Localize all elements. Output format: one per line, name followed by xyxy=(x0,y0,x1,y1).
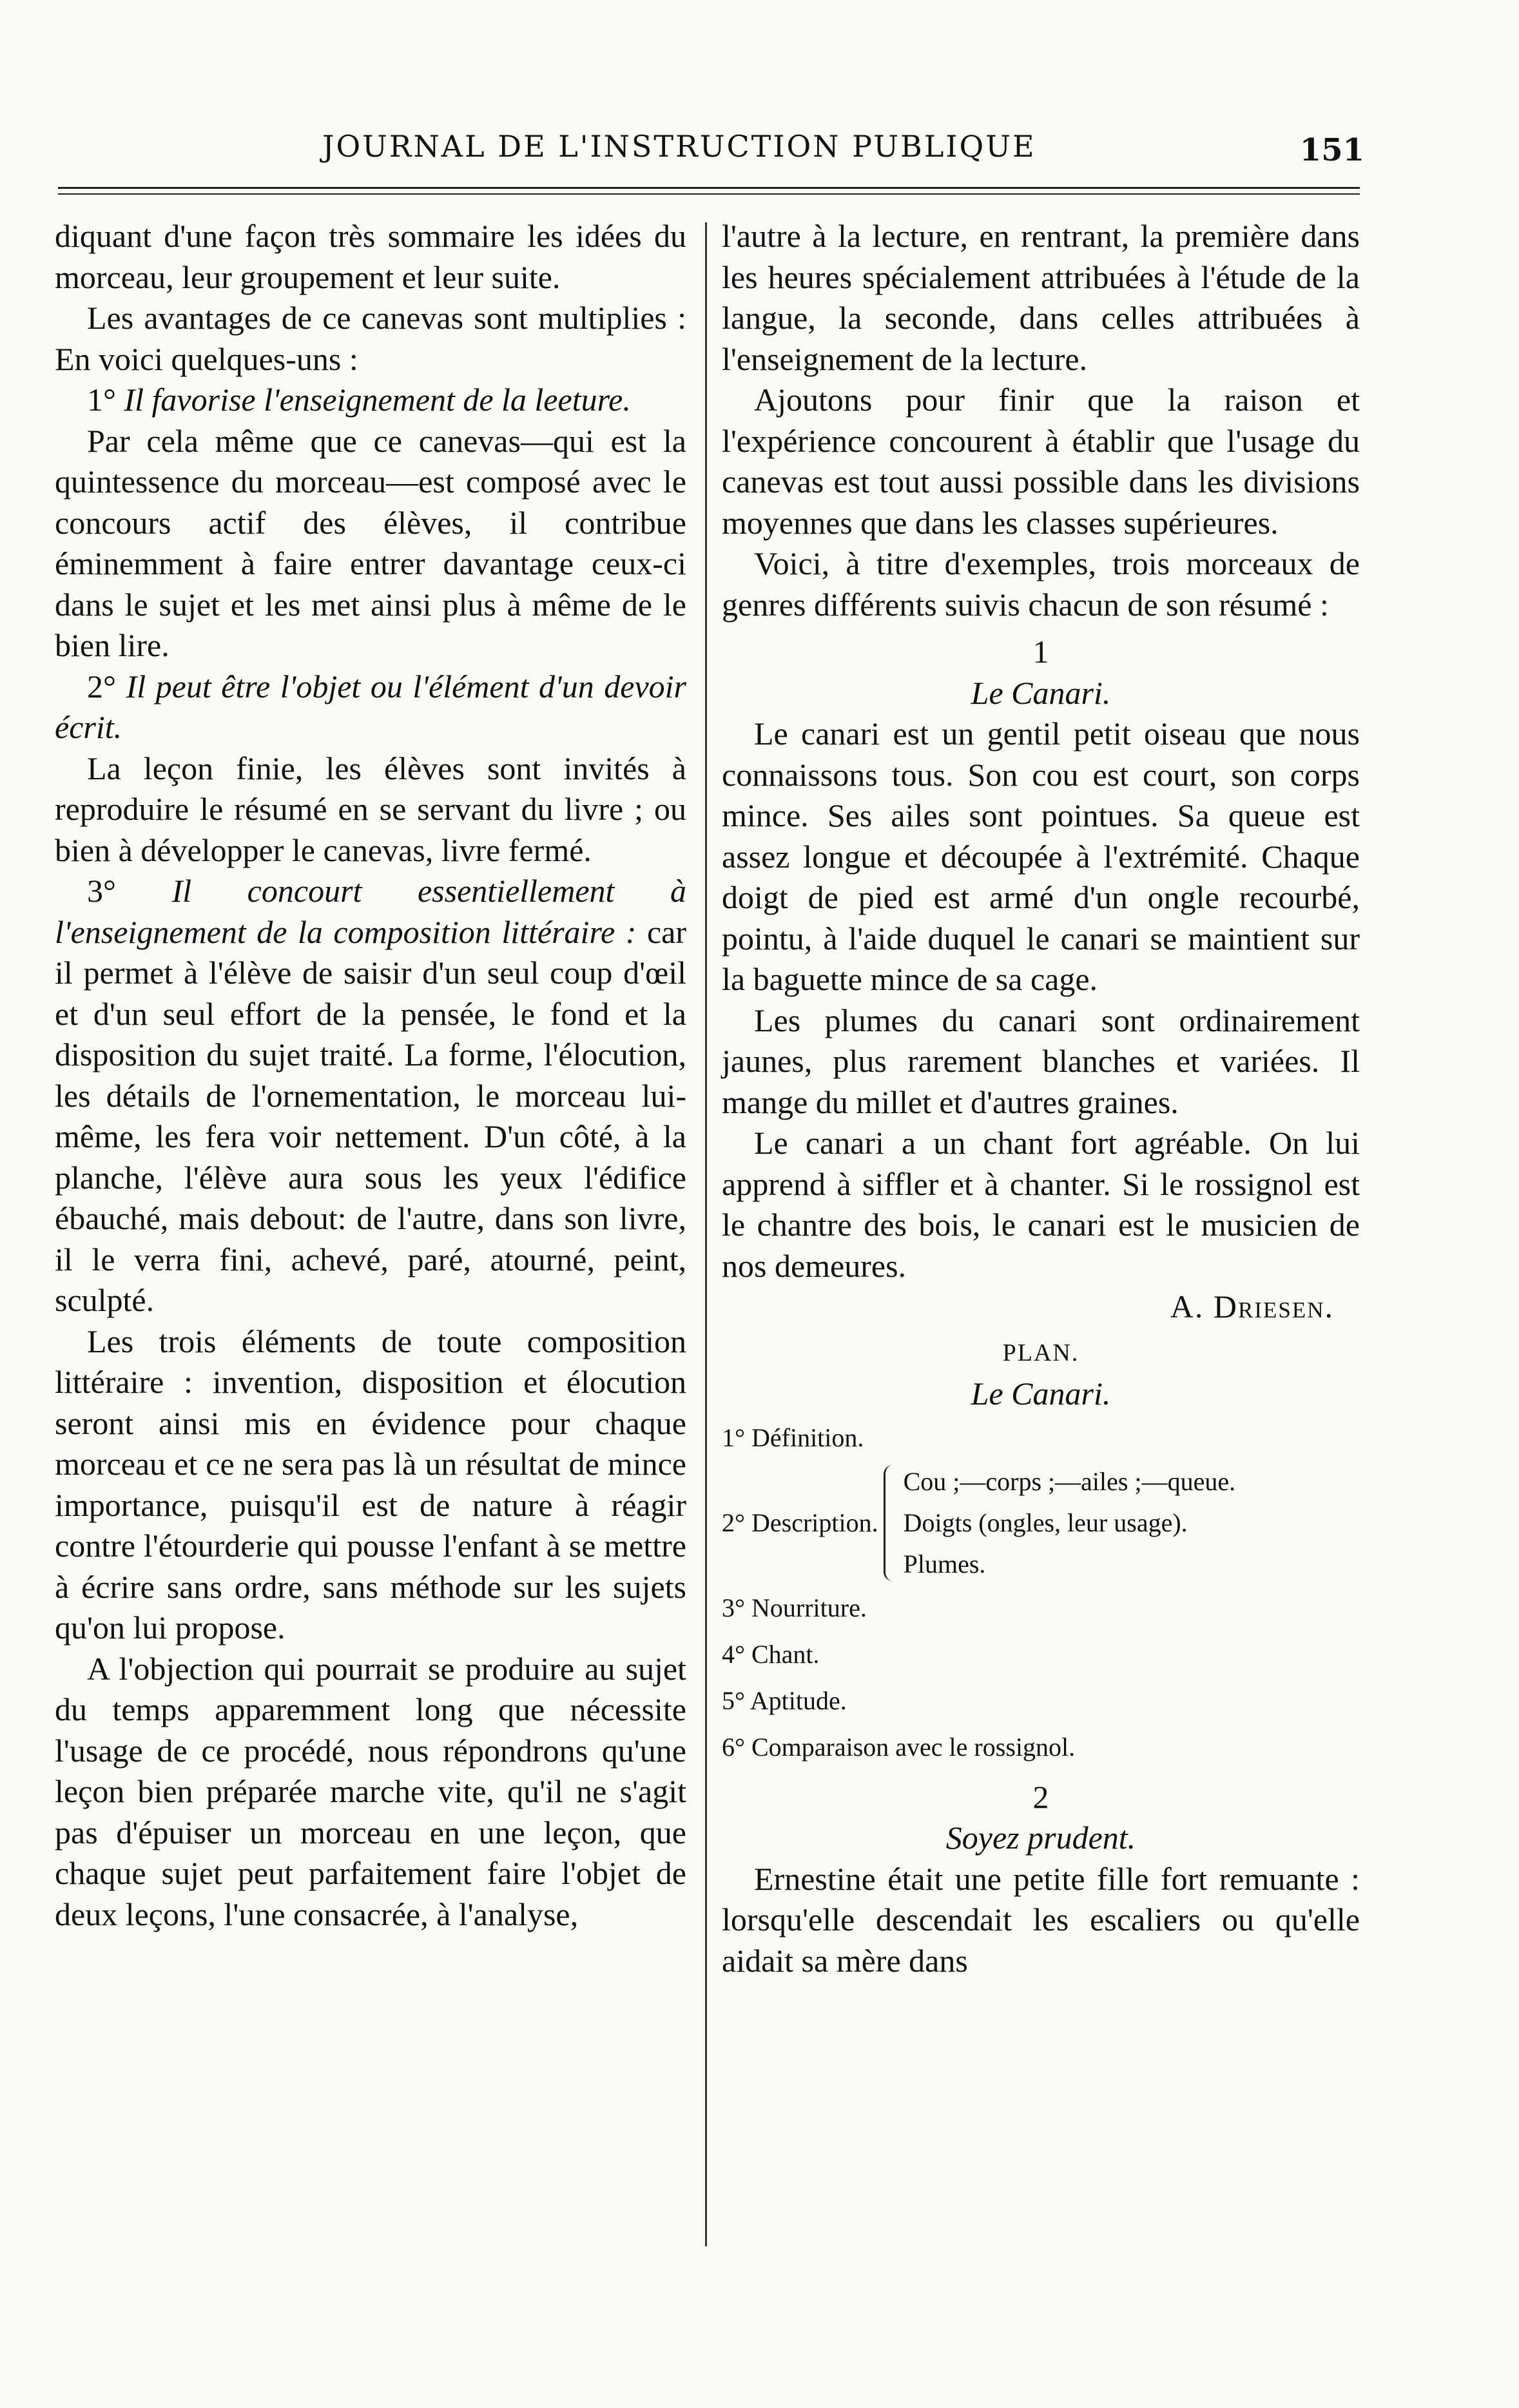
plan-label: PLAN. xyxy=(1002,1339,1079,1366)
example-title: Soyez prudent. xyxy=(945,1820,1136,1856)
page-number: 151 xyxy=(1299,132,1364,168)
paragraph: diquant d'une façon très sommaire les idées du morceau, leur groupement et leur suite. xyxy=(55,218,686,295)
paragraph: Par cela même que ce canevas—qui est la quintessence du morceau—est composé avec le concours actif des élèves, il contribue éminemment à faire entrer davantage ceux-ci dans le sujet et les met ainsi plus à même de le bien lire. xyxy=(55,422,686,663)
point-1-heading xyxy=(55,380,686,421)
paragraph: Les avantages de ce canevas sont multiplies : En voici quelques-uns : xyxy=(55,300,686,377)
plan-item: 5° Aptitude. xyxy=(722,1685,847,1715)
running-title: JOURNAL DE L'INSTRUCTION PUBLIQUE xyxy=(322,129,1036,164)
plan-list xyxy=(722,1415,1360,1771)
column-divider xyxy=(705,222,707,2246)
header-rule xyxy=(58,187,1360,189)
paragraph: A l'objection qui pourrait se produire au sujet du temps apparemment long que nécessite l'usage de ce procédé, nous répondrons qu'une leçon bien préparée marche vite, qu'il ne s'agit pas d'épuiser un morceau en une leçon, que chaque sujet peut parfaitement faire l'objet de deux leçons, l'une consacrée, à l'analyse, xyxy=(55,1650,686,1932)
point-text: Il concourt essentiellement à l'enseignement de la composition littéraire : xyxy=(55,873,686,950)
plan-item: 4° Chant. xyxy=(722,1639,820,1669)
author-signature: A. Driesen. xyxy=(1170,1288,1334,1325)
point-2-heading xyxy=(55,666,686,748)
header-rule-thin xyxy=(58,193,1360,195)
example-number: 2 xyxy=(1032,1778,1049,1815)
paragraph: Les trois éléments de toute composition littéraire : invention, disposition et élocution seront ainsi mis en évidence pour chaque morceau et ce ne sera pas là un résultat de mince importance, puisqu'il est de nature à réagir contre l'étourderie qui pousse l'enfant à se mettre à écrire sans ordre, sans méthode sur les sujets qu'on lui propose. xyxy=(55,1323,686,1646)
paragraph: Ernestine était une petite fille fort remuante : lorsqu'elle descendait les escaliers ou qu'elle aidait sa mère dans xyxy=(722,1860,1360,1979)
paragraph: Ajoutons pour finir que la raison et l'expérience concourent à établir que l'usage du canevas est tout aussi possible dans les divisions moyennes que dans les classes supérieures. xyxy=(722,382,1360,541)
paragraph: La leçon finie, les élèves sont invités à reproduire le résumé en se servant du livre ; ou bien à développer le canevas, livre fermé. xyxy=(55,750,686,868)
point-3-paragraph xyxy=(55,871,686,1321)
point-number: 2° xyxy=(87,668,116,704)
paragraph: Le canari a un chant fort agréable. On lui apprend à siffler et à chanter. Si le rossignol est le chantre des bois, le canari est le musicien de nos demeures. xyxy=(722,1125,1360,1284)
plan-subitem: Doigts (ongles, leur usage). xyxy=(903,1508,1188,1537)
paragraph: Les plumes du canari sont ordinairement jaunes, plus rarement blanches et variées. Il mange du millet et d'autres graines. xyxy=(722,1002,1360,1120)
point-number: 1° xyxy=(87,382,116,418)
plan-item-description xyxy=(722,1461,1360,1585)
plan-subitems xyxy=(904,1461,1235,1585)
plan-title: Le Canari. xyxy=(971,1375,1111,1412)
example-title: Le Canari. xyxy=(971,674,1111,711)
paragraph: Le canari est un gentil petit oiseau que nous connaissons tous. Son cou est court, son corps mince. Ses ailes sont pointues. Sa queue est assez longue et découpée à l'extrémité. Chaque doigt de pied est armé d'un ongle recourbé, pointu, à l'aide duquel le canari se maintient sur la baguette mince de sa cage. xyxy=(722,715,1360,997)
point-text: Il peut être l'objet ou l'élément d'un devoir écrit. xyxy=(55,668,687,745)
example-number: 1 xyxy=(1032,634,1049,670)
plan-subitem: Plumes. xyxy=(903,1549,986,1578)
point-body: car il permet à l'élève de saisir d'un seul coup d'œil et d'un seul effort de la pensée, le fond et la disposition du sujet traité. La forme, l'élocution, les détails de l'ornementation, le morceau lui-même, les fera voir nettement. D'un côté, à la planche, l'élève aura sous les yeux l'édifice ébauché, mais debout: de l'autre, dans son livre, il le verra fini, achevé, paré, atourné, peint, sculpté. xyxy=(55,913,686,1318)
point-number: 3° xyxy=(87,873,116,909)
paragraph: Voici, à titre d'exemples, trois morceaux de genres différents suivis chacun de son résumé : xyxy=(722,545,1360,623)
plan-subitem: Cou ;—corps ;—ailes ;—queue. xyxy=(903,1466,1236,1496)
brace xyxy=(884,1465,898,1581)
point-text: Il favorise l'enseignement de la leeture. xyxy=(124,382,631,418)
plan-item: 2° Description. xyxy=(722,1508,878,1537)
right-column xyxy=(722,216,1360,1981)
plan-item: 1° Définition. xyxy=(722,1422,864,1452)
plan-item: 6° Comparaison avec le rossignol. xyxy=(722,1732,1076,1762)
paragraph: l'autre à la lecture, en rentrant, la première dans les heures spécialement attribuées à l'étude de la langue, la seconde, dans celles attribuées à l'enseignement de la lecture. xyxy=(722,218,1360,377)
plan-item: 3° Nourriture. xyxy=(722,1593,867,1622)
left-column xyxy=(55,216,686,1935)
